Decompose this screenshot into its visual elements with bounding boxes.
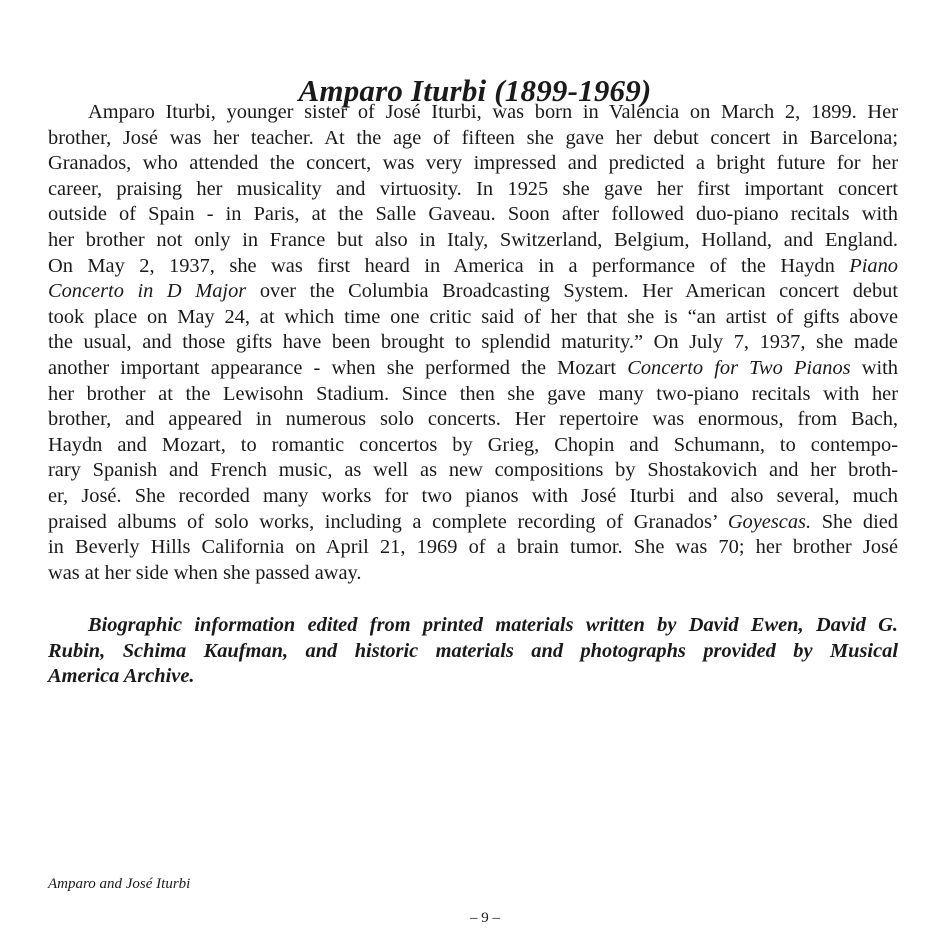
body-line: the usual, and those gifts have been brought to splendid maturity.” On July 7, 1937, she made: [48, 331, 898, 354]
body-line: outside of Spain - in Paris, at the Salle Gaveau. Soon after followed duo-piano recitals with: [48, 203, 898, 226]
body-text-segment: another important appearance - when she performed the Mozart: [48, 356, 628, 379]
photo-caption: Amparo and José Iturbi: [48, 876, 191, 892]
body-line: career, praising her musicality and virtuosity. In 1925 she gave her first important concert: [48, 177, 898, 200]
work-title-piano-concerto: Piano: [849, 254, 898, 277]
body-text-segment: with: [850, 356, 898, 379]
work-title-goyescas: Goyescas.: [727, 510, 812, 533]
credit-line: Rubin, Schima Kaufman, and historic materials and photographs provided by Musical: [48, 639, 898, 662]
body-line: in Beverly Hills California on April 21, 1969 of a brain tumor. She was 70; her brother José: [48, 536, 898, 559]
body-line: Granados, who attended the concert, was very impressed and predicted a bright future for her: [48, 152, 898, 175]
body-line: Haydn and Mozart, to romantic concertos by Grieg, Chopin and Schumann, to contempo-: [48, 433, 898, 456]
work-title-concerto-d-major: Concerto in D Major: [48, 280, 247, 303]
credit-line: Biographic information edited from printed materials written by David Ewen, David G.: [88, 614, 898, 636]
credit-line: America Archive.: [48, 665, 195, 688]
body-line: [48, 356, 898, 382]
body-line: brother, and appeared in numerous solo concerts. Her repertoire was enormous, from Bach,: [48, 408, 898, 431]
body-line: her brother not only in France but also in Italy, Switzerland, Belgium, Holland, and England.: [48, 228, 898, 251]
body-line: Amparo Iturbi, younger sister of José Iturbi, was born in Valencia on March 2, 1899. Her: [88, 101, 898, 123]
body-line: [48, 279, 898, 305]
body-line: brother, José was her teacher. At the age of fifteen she gave her debut concert in Barcelona;: [48, 126, 898, 149]
page-title: Amparo Iturbi (1899-1969): [298, 72, 652, 108]
page-number: – 9 –: [470, 910, 500, 926]
body-text-segment: She died: [811, 510, 899, 533]
body-text-segment: over the Columbia Broadcasting System. Her American concert debut: [246, 280, 898, 303]
body-line: took place on May 24, at which time one critic said of her that she is “an artist of gifts above: [48, 305, 898, 328]
body-line: rary Spanish and French music, as well as new compositions by Shostakovich and her broth-: [48, 459, 898, 482]
work-title-concerto-two-pianos: Concerto for Two Pianos: [627, 356, 851, 379]
body-text-segment: On May 2, 1937, she was first heard in America in a performance of the Haydn: [48, 254, 850, 277]
body-line: [48, 510, 898, 536]
body-line: was at her side when she passed away.: [48, 561, 362, 584]
biography-paragraph: [48, 100, 898, 586]
body-text-segment: praised albums of solo works, including a complete recording of Granados’: [48, 510, 728, 533]
body-line: er, José. She recorded many works for two pianos with José Iturbi and also several, much: [48, 484, 898, 507]
body-line: [48, 254, 898, 280]
source-credit: [48, 613, 898, 690]
body-line: her brother at the Lewisohn Stadium. Since then she gave many two-piano recitals with her: [48, 382, 898, 405]
